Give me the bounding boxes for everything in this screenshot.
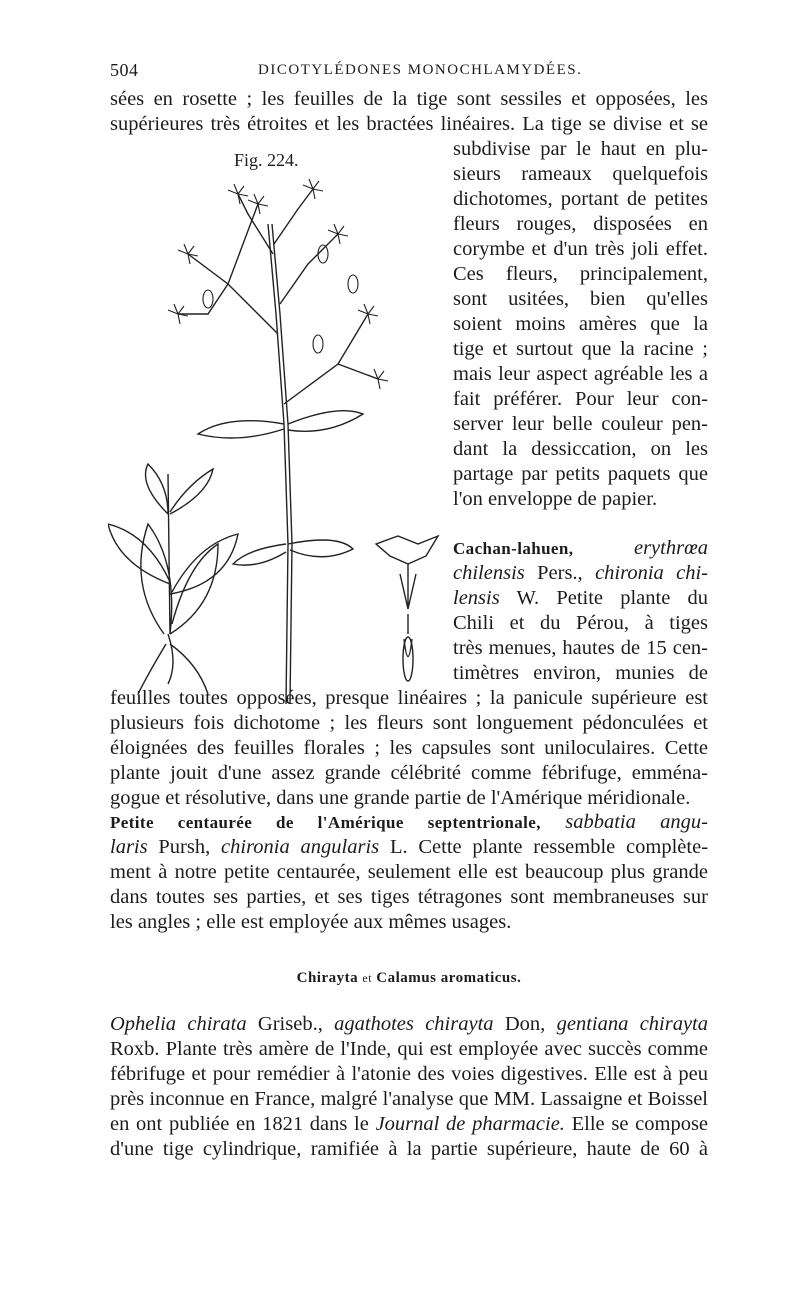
text-line: Chili et du Pérou, à tiges [453, 612, 708, 634]
latin-name: agathotes chirayta [334, 1013, 494, 1035]
species-name: Petite centaurée de l'Amérique septentrionale, [110, 813, 541, 832]
latin-name: chironia chi- [595, 562, 709, 584]
journal-title: Journal de pharmacie. [375, 1113, 565, 1135]
text-line [453, 586, 708, 611]
text-line: subdivise par le haut en plu- [453, 138, 708, 160]
text-line: dans toutes ses parties, et ses tiges tétragones sont membraneuses sur [110, 886, 708, 908]
latin-name: chilensis [453, 562, 525, 584]
paragraph-cachan-lahuen [453, 536, 708, 686]
text-line: timètres environ, munies de [453, 662, 708, 684]
text-line: Ces fleurs, principalement, [453, 263, 708, 285]
text-fragment: Don, [504, 1013, 546, 1035]
latin-name: erythrœa [633, 537, 708, 559]
page-number: 504 [110, 60, 139, 80]
text-line [110, 810, 708, 835]
paragraph-chirayta [110, 1012, 708, 1162]
paragraph-intro [110, 87, 708, 137]
text-line [110, 1112, 708, 1137]
text-fragment: Pers., [537, 562, 583, 584]
text-line: éloignées des feuilles florales ; les capsules sont uniloculaires. Cette [110, 737, 708, 759]
paragraph-cachan-lahuen-cont [110, 686, 708, 811]
text-fragment: Elle se compose [571, 1113, 709, 1135]
text-line: l'on enveloppe de papier. [453, 488, 658, 510]
text-line: soient moins amères que la [453, 313, 708, 335]
text-line [110, 835, 708, 860]
species-name: Cachan-lahuen, [453, 539, 574, 558]
latin-name: sabbatia angu- [565, 811, 708, 833]
latin-name: chironia angularis [221, 836, 380, 858]
text-line: les angles ; elle est employée aux mêmes usages. [110, 911, 512, 933]
text-line: très menues, hautes de 15 cen- [453, 637, 708, 659]
figure-label: Fig. 224. [234, 150, 299, 170]
text-line: dichotomes, portant de petites [453, 188, 708, 210]
paragraph-description [453, 137, 708, 512]
paragraph-petite-centauree [110, 810, 708, 935]
text-line: mais leur aspect agréable les a [453, 363, 708, 385]
latin-name: Ophelia chirata [110, 1013, 247, 1035]
text-fragment: L. Cette plante ressemble complète- [389, 836, 709, 858]
text-line: partage par petits paquets que [453, 463, 708, 485]
text-line [453, 561, 708, 586]
text-line: corymbe et d'un très joli effet. [453, 238, 708, 260]
text-line: sées en rosette ; les feuilles de la tige sont sessiles et opposées, les [110, 88, 708, 110]
text-line: d'une tige cylindrique, ramifiée à la partie supérieure, haute de 60 à [110, 1138, 708, 1160]
plant-engraving-icon [108, 164, 448, 710]
text-line [453, 536, 708, 561]
text-line: fébrifuge et pour remédier à l'atonie des voies digestives. Elle est à peu [110, 1063, 708, 1085]
section-title-part: Chirayta [296, 970, 359, 986]
text-line: près inconnue en France, malgré l'analyse que MM. Lassaigne et Boissel [110, 1088, 708, 1110]
running-head [110, 58, 710, 82]
text-line: feuilles toutes opposées, presque linéaires ; la panicule supérieure est [110, 687, 708, 709]
text-line: supérieures très étroites et les bractées linéaires. La tige se divise et se [110, 113, 708, 135]
text-line: plante jouit d'une assez grande célébrité comme fébrifuge, emména- [110, 762, 708, 784]
text-line: sieurs rameaux quelquefois [453, 163, 708, 185]
text-fragment: Griseb., [257, 1013, 323, 1035]
text-line: gogue et résolutive, dans une grande partie de l'Amérique méridionale. [110, 787, 691, 809]
text-line: fait préférer. Pour leur con- [453, 388, 708, 410]
running-title: DICOTYLÉDONES MONOCHLAMYDÉES. [258, 62, 583, 78]
figure-224 [108, 150, 448, 710]
text-fragment: en ont publiée en 1821 dans le [110, 1113, 369, 1135]
text-line: tige et surtout que la racine ; [453, 338, 708, 360]
section-heading [110, 970, 708, 987]
section-title-conjunction: et [362, 971, 373, 985]
text-line: server leur belle couleur pen- [453, 413, 708, 435]
text-line: Roxb. Plante très amère de l'Inde, qui est employée avec succès comme [110, 1038, 708, 1060]
latin-name: laris [110, 836, 148, 858]
text-line: fleurs rouges, disposées en [453, 213, 708, 235]
section-title-part: Calamus aromaticus. [376, 970, 522, 986]
text-line: ment à notre petite centaurée, seulement elle est beaucoup plus grande [110, 861, 708, 883]
text-fragment: W. Petite plante du [516, 587, 708, 609]
text-line: sont usitées, bien qu'elles [453, 288, 708, 310]
latin-name: lensis [453, 587, 500, 609]
latin-name: gentiana chirayta [556, 1013, 709, 1035]
text-fragment: Pursh, [158, 836, 211, 858]
text-line: plusieurs fois dichotome ; les fleurs sont longuement pédonculées et [110, 712, 708, 734]
text-line: dant la dessiccation, on les [453, 438, 708, 460]
text-line [110, 1012, 708, 1037]
